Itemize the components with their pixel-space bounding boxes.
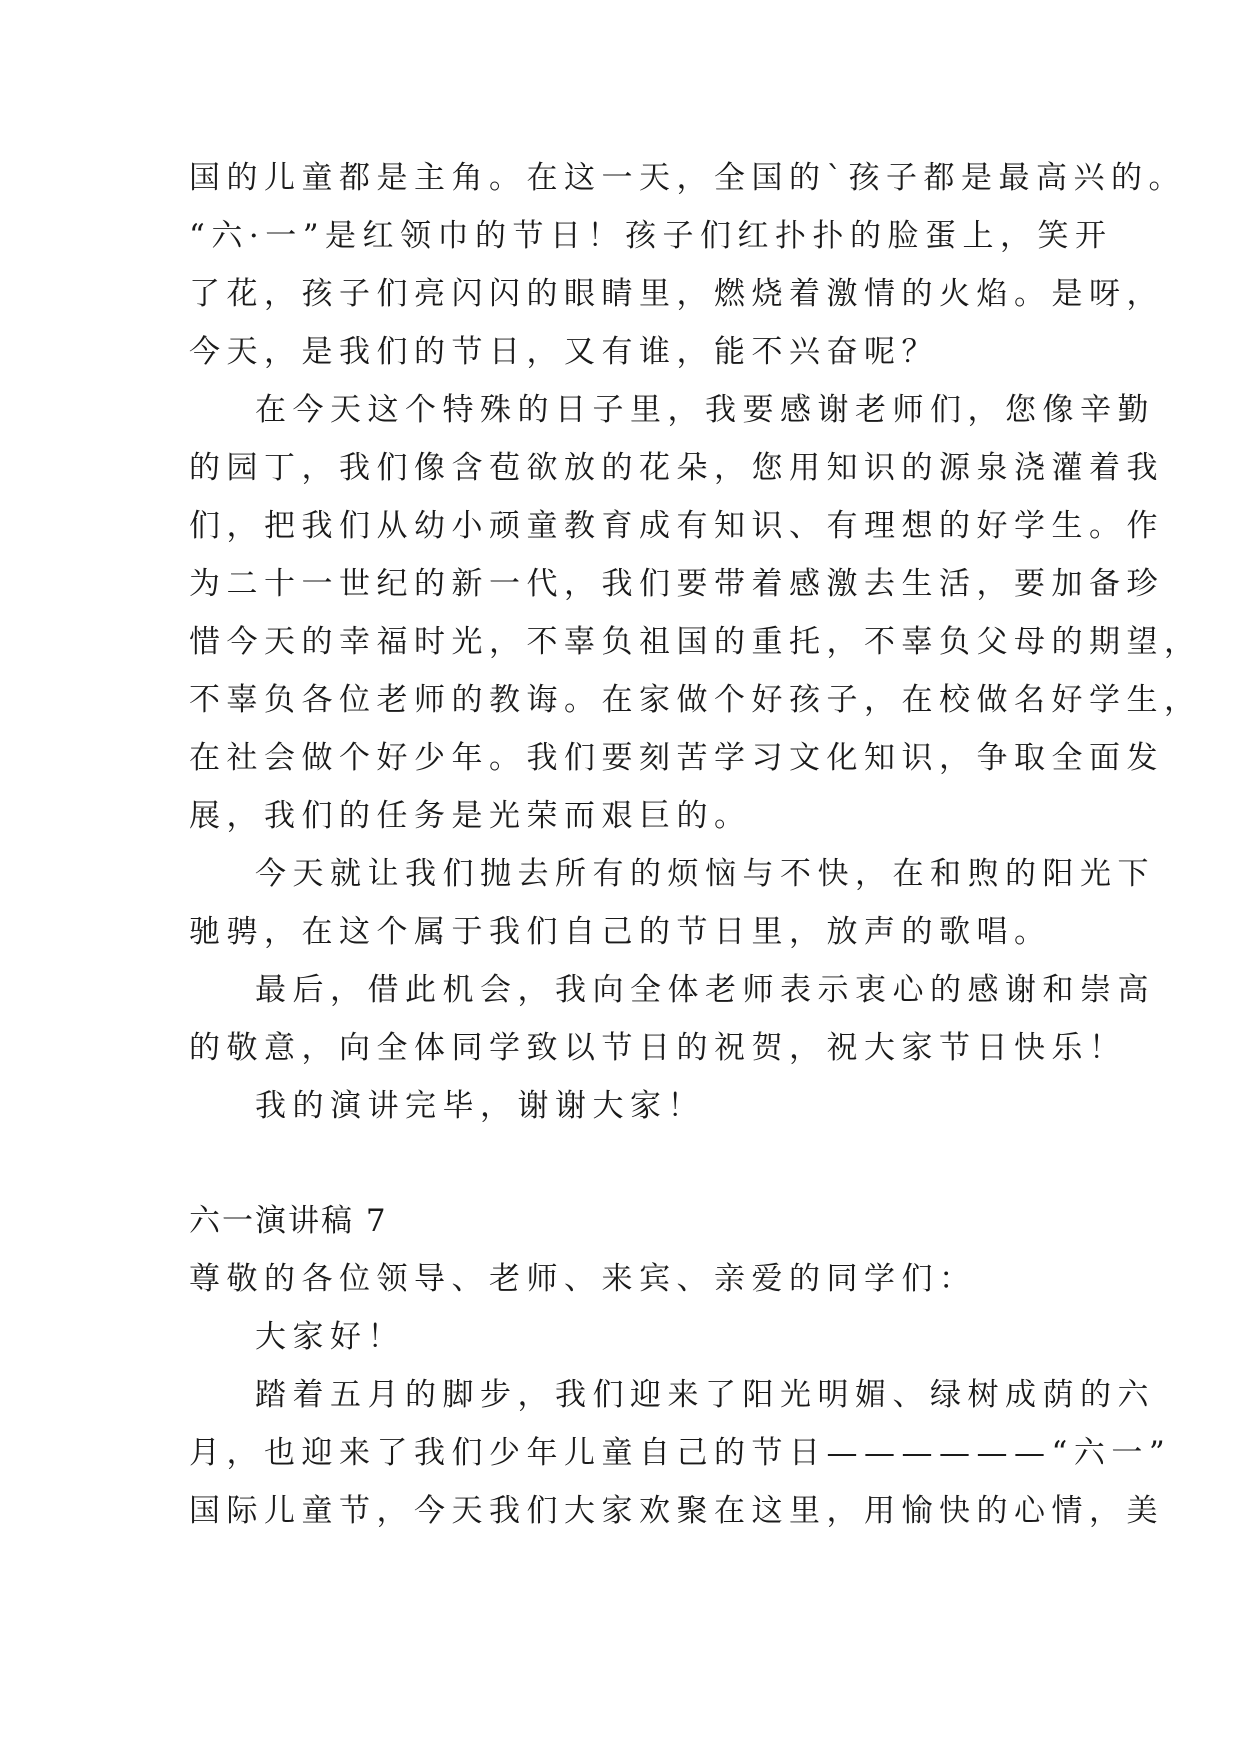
body-line: 为二十一世纪的新一代，我们要带着感激去生活，要加备珍 — [189, 566, 1164, 602]
paragraph-start-line: 今天就让我们抛去所有的烦恼与不快，在和煦的阳光下 — [255, 856, 1155, 892]
paragraph-start-line: 踏着五月的脚步，我们迎来了阳光明媚、绿树成荫的六 — [255, 1377, 1155, 1413]
body-line: 的园丁，我们像含苞欲放的花朵，您用知识的源泉浇灌着我 — [189, 450, 1164, 486]
body-line: 展，我们的任务是光荣而艰巨的。 — [189, 798, 752, 834]
greeting-line: 大家好！ — [255, 1319, 405, 1355]
body-line: “六·一”是红领巾的节日！孩子们红扑扑的脸蛋上，笑开 — [189, 218, 1113, 254]
paragraph-start-line: 在今天这个特殊的日子里，我要感谢老师们，您像辛勤 — [255, 392, 1155, 428]
body-line: 国际儿童节，今天我们大家欢聚在这里，用愉快的心情，美 — [189, 1493, 1164, 1529]
body-line: 国的儿童都是主角。在这一天，全国的`孩子都是最高兴的。 — [189, 160, 1186, 196]
body-line: 在社会做个好少年。我们要刻苦学习文化知识，争取全面发 — [189, 740, 1164, 776]
section-heading: 六一演讲稿 7 — [189, 1203, 388, 1239]
body-line: 今天，是我们的节日，又有谁，能不兴奋呢？ — [189, 334, 939, 370]
paragraph-start-line: 最后，借此机会，我向全体老师表示衷心的感谢和崇高 — [255, 972, 1155, 1008]
body-line: 了花，孩子们亮闪闪的眼睛里，燃烧着激情的火焰。是呀， — [189, 276, 1164, 312]
body-line: 惜今天的幸福时光，不辜负祖国的重托，不辜负父母的期望， — [189, 624, 1202, 660]
paragraph-start-line: 我的演讲完毕，谢谢大家！ — [255, 1088, 705, 1124]
body-line: 们，把我们从幼小顽童教育成有知识、有理想的好学生。作 — [189, 508, 1164, 544]
body-line: 月，也迎来了我们少年儿童自己的节日——————“六一” — [189, 1435, 1172, 1471]
salutation-line: 尊敬的各位领导、老师、来宾、亲爱的同学们： — [189, 1261, 977, 1297]
body-line: 不辜负各位老师的教诲。在家做个好孩子，在校做名好学生， — [189, 682, 1202, 718]
body-line: 的敬意，向全体同学致以节日的祝贺，祝大家节日快乐！ — [189, 1030, 1127, 1066]
body-line: 驰骋，在这个属于我们自己的节日里，放声的歌唱。 — [189, 914, 1052, 950]
